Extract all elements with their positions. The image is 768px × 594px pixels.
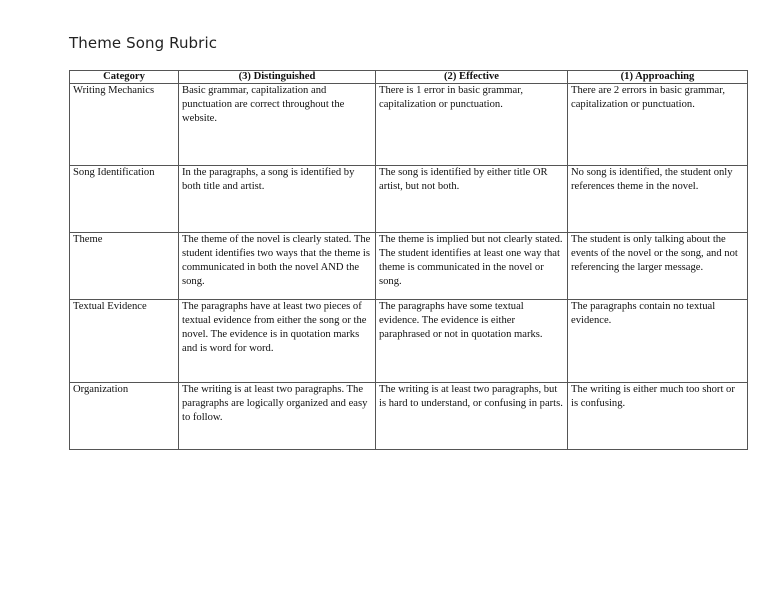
header-effective: (2) Effective: [376, 71, 568, 84]
approaching-cell: The paragraphs contain no textual evidence.: [568, 300, 748, 383]
header-approaching: (1) Approaching: [568, 71, 748, 84]
table-row: [70, 84, 748, 166]
distinguished-cell: Basic grammar, capitalization and punctuation are correct throughout the website.: [179, 84, 376, 166]
effective-cell: The paragraphs have some textual evidence. The evidence is either paraphrased or not in quotation marks.: [376, 300, 568, 383]
category-cell: Textual Evidence: [70, 300, 179, 383]
header-category: Category: [70, 71, 179, 84]
table-row: [70, 233, 748, 300]
header-row: [70, 71, 748, 84]
category-cell: Song Identification: [70, 166, 179, 233]
category-cell: Organization: [70, 383, 179, 450]
distinguished-cell: In the paragraphs, a song is identified by both title and artist.: [179, 166, 376, 233]
distinguished-cell: The writing is at least two paragraphs. The paragraphs are logically organized and easy to follow.: [179, 383, 376, 450]
approaching-cell: No song is identified, the student only references theme in the novel.: [568, 166, 748, 233]
distinguished-cell: The paragraphs have at least two pieces of textual evidence from either the song or the novel. The evidence is in quotation marks and is word for word.: [179, 300, 376, 383]
table-row: [70, 383, 748, 450]
distinguished-cell: The theme of the novel is clearly stated. The student identifies two ways that the theme is communicated in both the novel AND the song.: [179, 233, 376, 300]
category-cell: Writing Mechanics: [70, 84, 179, 166]
document-title: Theme Song Rubric: [69, 34, 218, 52]
header-distinguished: (3) Distinguished: [179, 71, 376, 84]
table-row: [70, 166, 748, 233]
effective-cell: The theme is implied but not clearly stated. The student identifies at least one way that theme is communicated in the novel or song.: [376, 233, 568, 300]
rubric-table: [69, 70, 748, 450]
approaching-cell: The writing is either much too short or is confusing.: [568, 383, 748, 450]
effective-cell: There is 1 error in basic grammar, capitalization or punctuation.: [376, 84, 568, 166]
approaching-cell: The student is only talking about the events of the novel or the song, and not referencing the larger message.: [568, 233, 748, 300]
effective-cell: The writing is at least two paragraphs, but is hard to understand, or confusing in parts.: [376, 383, 568, 450]
effective-cell: The song is identified by either title OR artist, but not both.: [376, 166, 568, 233]
table-row: [70, 300, 748, 383]
approaching-cell: There are 2 errors in basic grammar, capitalization or punctuation.: [568, 84, 748, 166]
category-cell: Theme: [70, 233, 179, 300]
